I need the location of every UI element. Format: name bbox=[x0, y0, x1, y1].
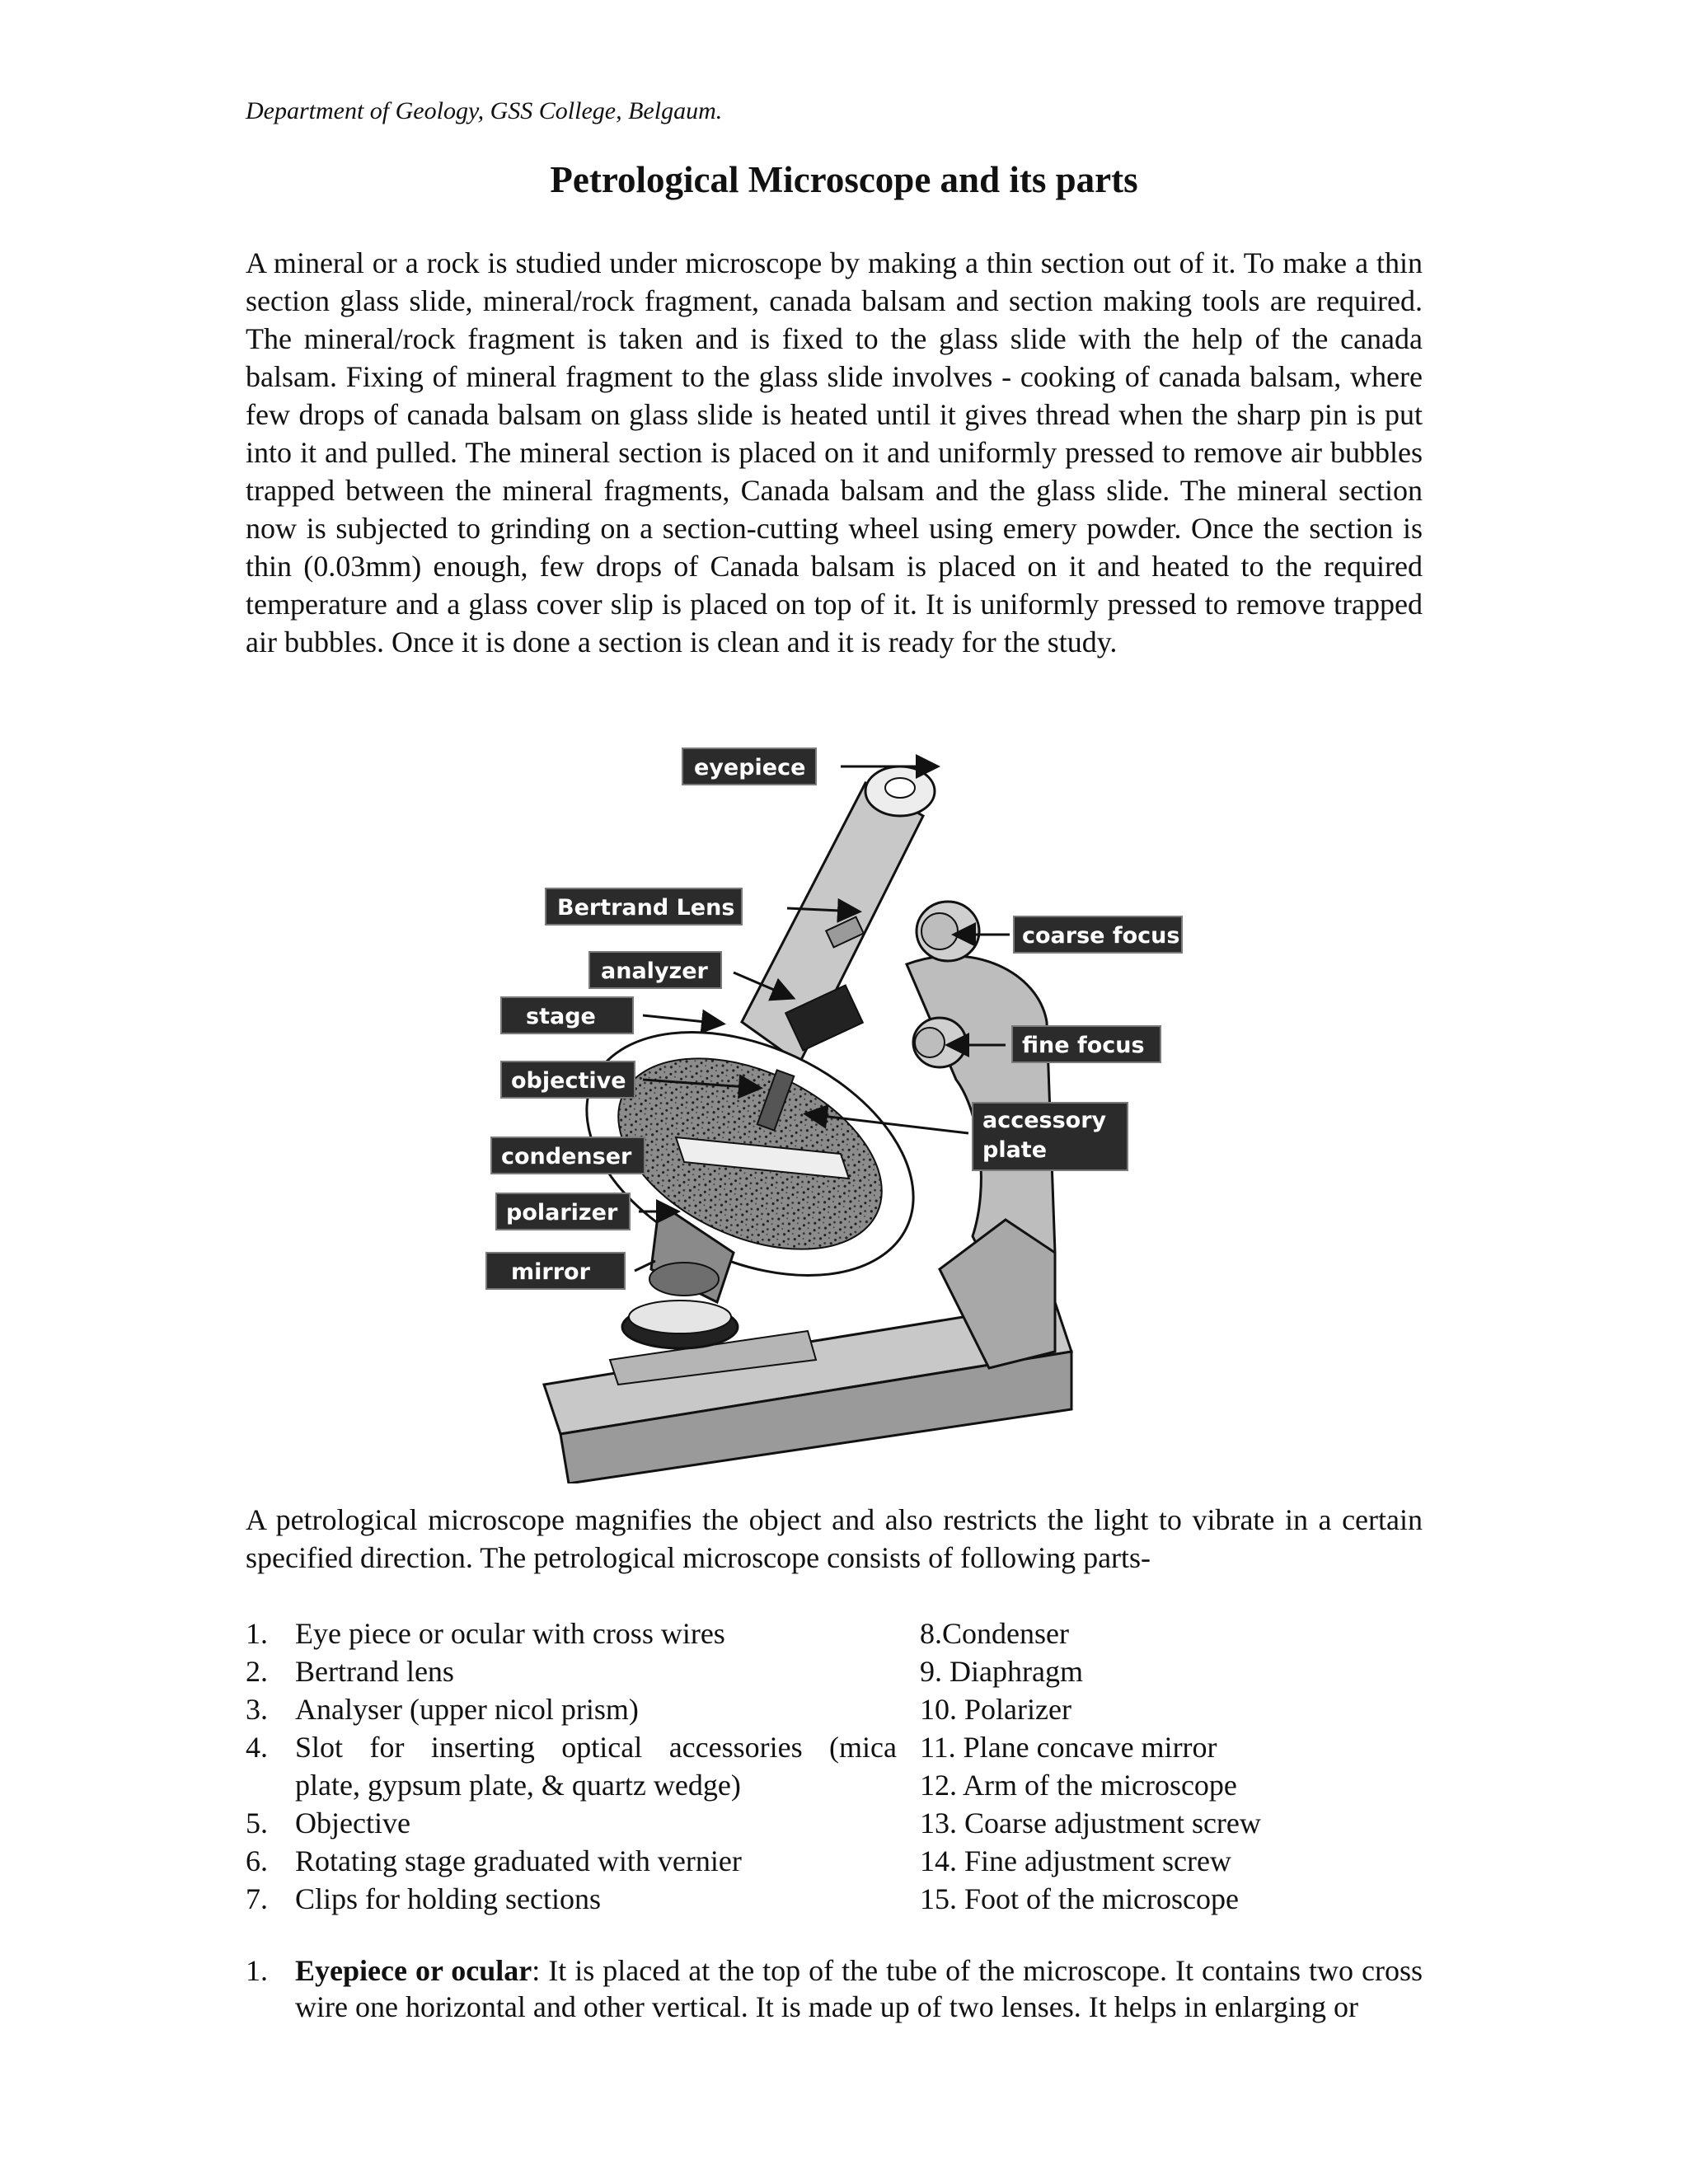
list-item: 14. Fine adjustment screw bbox=[920, 1844, 1231, 1877]
list-item: 6. Rotating stage graduated with vernier bbox=[246, 1844, 742, 1877]
label-coarse-focus bbox=[1014, 916, 1182, 953]
label-polarizer bbox=[496, 1193, 630, 1230]
svg-text:objective: objective bbox=[511, 1068, 626, 1094]
parts-list-right bbox=[920, 1615, 1414, 1918]
label-objective bbox=[501, 1062, 635, 1098]
svg-text:mirror: mirror bbox=[511, 1259, 590, 1285]
label-condenser bbox=[491, 1137, 645, 1174]
parts-list-left bbox=[246, 1615, 897, 1918]
label-fine-focus bbox=[1012, 1026, 1160, 1062]
label-bertrand-lens bbox=[546, 888, 742, 925]
mirror-unit bbox=[622, 1301, 738, 1348]
fine-focus-knob bbox=[913, 1018, 966, 1067]
list-item: 8.Condenser bbox=[920, 1617, 1069, 1650]
svg-text:fine focus: fine focus bbox=[1022, 1033, 1145, 1058]
list-item: 1. Eye piece or ocular with cross wires bbox=[246, 1617, 725, 1650]
svg-text:Bertrand Lens: Bertrand Lens bbox=[557, 895, 735, 921]
label-accessory-plate bbox=[973, 1103, 1128, 1170]
page-header: Department of Geology, GSS College, Belgaum. bbox=[246, 97, 723, 124]
list-item: 3. Analyser (upper nicol prism) bbox=[246, 1693, 639, 1726]
svg-text:analyzer: analyzer bbox=[601, 958, 708, 984]
list-item: 5. Objective bbox=[246, 1807, 410, 1840]
detail-eyepiece: 1. Eyepiece or ocular: It is placed at the top of the tube of the microscope. It contains two cross wire one horizontal and other vertical. It is made up of two lenses. It helps in enlarging or bbox=[246, 1954, 1423, 2023]
list-item: 9. Diaphragm bbox=[920, 1655, 1083, 1688]
svg-text:eyepiece: eyepiece bbox=[694, 755, 806, 780]
list-item: 4. Slot for inserting optical accessories (mica plate, gypsum plate, & quartz wedge) bbox=[246, 1731, 897, 1802]
arrow-stage bbox=[643, 1015, 721, 1024]
detail-text: : It is placed at the top of the tube of the microscope. It contains two cross wire one horizontal and other vertical. It is made up of two lenses. It helps in enlarging or bbox=[295, 1954, 1423, 2023]
microscope-diagram bbox=[478, 725, 1203, 1483]
detail-term: Eyepiece or ocular bbox=[295, 1954, 532, 1987]
svg-text:polarizer: polarizer bbox=[506, 1200, 618, 1226]
svg-text:accessory: accessory bbox=[982, 1108, 1107, 1133]
list-item: 11. Plane concave mirror bbox=[920, 1731, 1217, 1764]
list-item: 15. Foot of the microscope bbox=[920, 1882, 1239, 1915]
microscope-figure bbox=[478, 725, 1203, 1483]
list-item: 12. Arm of the microscope bbox=[920, 1769, 1237, 1802]
coarse-focus-knob bbox=[917, 902, 979, 961]
svg-text:condenser: condenser bbox=[501, 1144, 632, 1169]
label-analyzer bbox=[589, 952, 721, 988]
svg-text:coarse focus: coarse focus bbox=[1022, 923, 1180, 949]
list-item: 13. Coarse adjustment screw bbox=[920, 1807, 1261, 1840]
label-mirror bbox=[486, 1253, 625, 1289]
list-item: 2. Bertrand lens bbox=[246, 1655, 454, 1688]
list-item: 7. Clips for holding sections bbox=[246, 1882, 601, 1915]
description-paragraph: A petrological microscope magnifies the object and also restricts the light to vibrate in a certain specified direction. The petrological microscope consists of following parts- bbox=[246, 1503, 1423, 1574]
svg-text:stage: stage bbox=[526, 1004, 596, 1029]
svg-text:plate: plate bbox=[982, 1137, 1048, 1163]
intro-paragraph: A mineral or a rock is studied under microscope by making a thin section out of it. To make a thin section glass slide, mineral/rock fragment, canada balsam and section making tools are required. The mineral/rock fragment is taken and is fixed to the glass slide with the help of the canada balsam. Fixing of mineral fragment to the glass slide involves - cooking of canada balsam, where few drops of canada balsam on glass slide is heated until it gives thread when the sharp pin is put into it and pulled. The mineral section is placed on it and uniformly pressed to remove air bubbles trapped between the mineral fragments, Canada balsam and the glass slide. The mineral section now is subjected to grinding on a section-cutting wheel using emery powder. Once the section is thin (0.03mm) enough, few drops of Canada balsam is placed on it and heated to the required temperature and a glass cover slip is placed on top of it. It is uniformly pressed to remove trapped air bubbles. Once it is done a section is clean and it is ready for the study. bbox=[246, 246, 1423, 658]
page-title: Petrological Microscope and its parts bbox=[550, 159, 1138, 200]
label-eyepiece bbox=[682, 748, 816, 785]
list-item: 10. Polarizer bbox=[920, 1693, 1071, 1726]
label-stage bbox=[501, 997, 633, 1033]
